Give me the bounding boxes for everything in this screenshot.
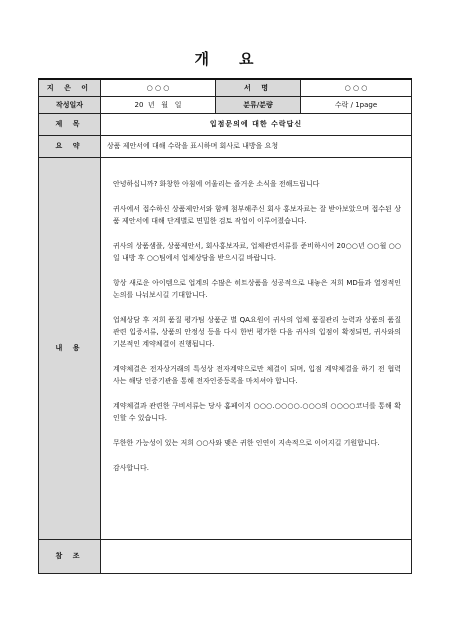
content-paragraph: 계약체결과 관련한 구비서류는 당사 홈페이지 ○○○.○○○○.○○○의 ○○○○코너를 통해 확인할 수 있습니다. — [113, 401, 401, 422]
title-char-2: 요 — [239, 50, 256, 68]
category-value: 수락 / 1page — [301, 96, 412, 113]
category-label: 분류/분량 — [216, 96, 301, 113]
reference-row — [39, 539, 412, 573]
author-value: ○ ○ ○ — [101, 79, 216, 96]
subject-value: 입점문의에 대한 수락답신 — [101, 113, 412, 135]
content-paragraph: 귀사의 상품샘플, 상품제안서, 회사홍보자료, 업체관련서류를 준비하시어 20○○년 ○○월 ○○일 내방 후 ○○팀에서 업체상담을 받으시길 바랍니다. — [113, 241, 401, 262]
date-label: 작성일자 — [39, 96, 101, 113]
summary-value: 상품 제안서에 대해 수락을 표시하며 회사로 내방을 요청 — [101, 135, 412, 157]
content-paragraph: 계약체결은 전자상거래의 특성상 전자계약으로만 체결이 되며, 입점 계약체결을 하기 전 협력사는 해당 인증기관을 통해 전자인증등록을 마치셔야 합니다. — [113, 364, 401, 385]
content-row — [39, 157, 412, 539]
subject-label: 제 목 — [39, 113, 101, 135]
reference-value — [101, 539, 412, 573]
date-value: 20 년 월 일 — [101, 96, 216, 113]
author-row — [39, 79, 412, 96]
signature-value: ○ ○ ○ — [301, 79, 412, 96]
content-paragraph: 안녕하십니까? 화창한 아침에 어울리는 즐거운 소식을 전해드립니다 — [113, 179, 320, 188]
overview-form-table — [38, 78, 412, 574]
reference-label: 참 조 — [39, 539, 101, 573]
document-title — [0, 48, 450, 69]
signature-label: 서 명 — [216, 79, 301, 96]
content-body — [101, 157, 412, 539]
title-char-1: 개 — [194, 50, 211, 68]
content-paragraph: 귀사에서 접수하신 상품제안서와 함께 첨부해주신 회사 홍보자료는 잘 받아보았으며 접수된 상품 제안서에 대해 단계별로 면밀한 검토 작업이 이루어졌습니다. — [113, 204, 401, 225]
summary-label: 요 약 — [39, 135, 101, 157]
author-label: 지 은 이 — [39, 79, 101, 96]
content-paragraph: 무한한 가능성이 있는 저희 ○○사와 맺은 귀한 인연이 지속적으로 이어지길 기원합니다. — [113, 438, 380, 447]
summary-row — [39, 135, 412, 157]
content-label: 내 용 — [39, 157, 101, 539]
date-row — [39, 96, 412, 113]
subject-row — [39, 113, 412, 135]
content-paragraph: 업체상담 후 저희 품질 평가팀 상품군 별 QA요원이 귀사의 업체 품질관리 능력과 상품의 품질관련 입증서류, 상품의 안정성 등을 다시 한번 평가한 다음 귀사의 입점이 확정되면, 귀사와의 기본적인 계약체결이 진행됩니다. — [113, 315, 401, 348]
content-paragraph: 항상 새로운 아이템으로 업계의 수많은 히트상품을 성공적으로 내놓은 저희 MD들과 열정적인 논의를 나눠보시길 기대합니다. — [113, 278, 401, 299]
content-paragraph: 감사합니다. — [113, 463, 150, 472]
